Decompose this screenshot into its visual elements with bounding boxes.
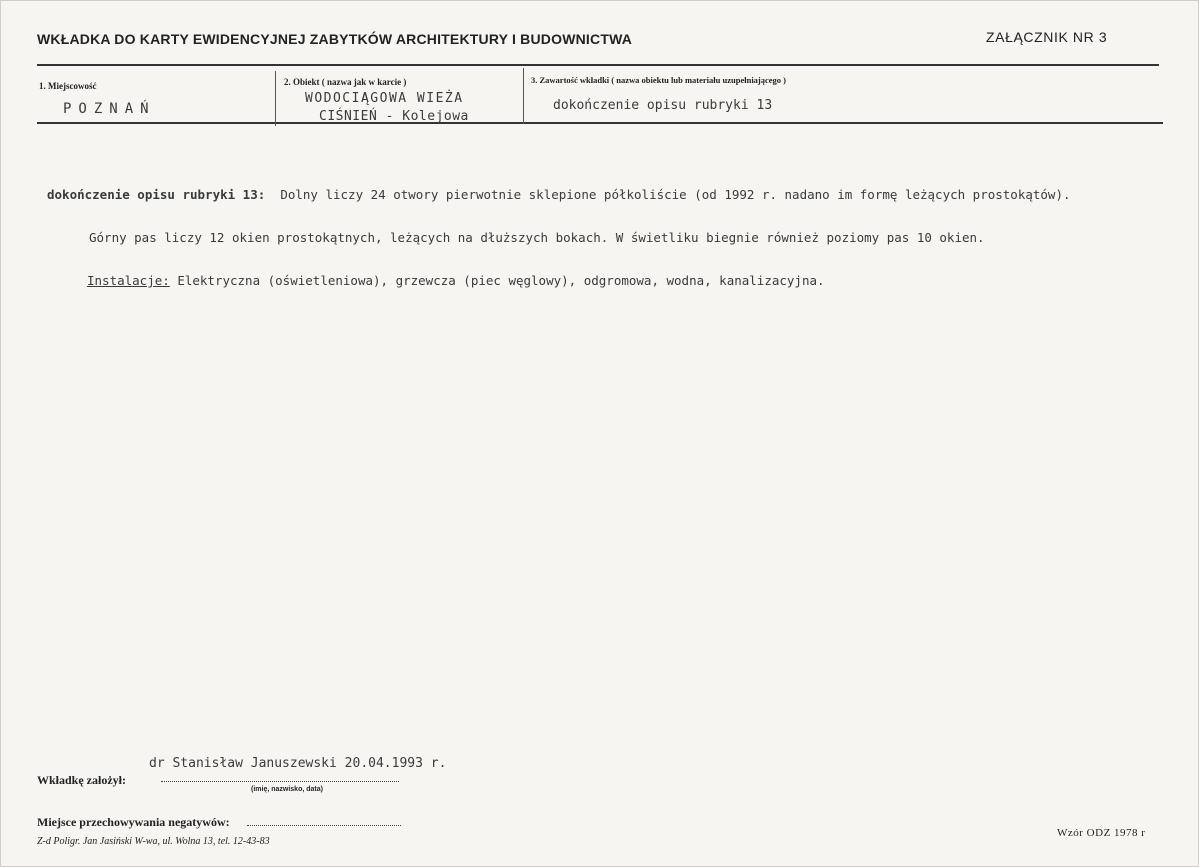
header-bottom-rule (37, 122, 1163, 124)
field-divider-2 (523, 68, 524, 124)
founder-note: (imię, nazwisko, data) (251, 786, 323, 793)
field-1-value: POZNAŃ (63, 101, 156, 117)
field-1-label: 1. Miejscowość (39, 81, 97, 91)
founder-value: dr Stanisław Januszewski 20.04.1993 r. (149, 756, 447, 771)
paragraph-1-lead: dokończenie opisu rubryki 13: (47, 187, 266, 202)
field-2-label: 2. Obiekt ( nazwa jak w karcie ) (284, 77, 407, 87)
field-2-value-line1: WODOCIĄGOWA WIEŻA (305, 91, 464, 106)
header-top-rule (37, 64, 1159, 66)
printer-imprint: Z-d Poligr. Jan Jasiński W-wa, ul. Wolna 13, tel. 12-43-83 (37, 836, 270, 847)
paragraph-3-lead: Instalacje: (87, 273, 170, 288)
paragraph-1-text: Dolny liczy 24 otwory pierwotnie sklepione półkoliście (od 1992 r. nadano im formę leżących prostokątów). (280, 187, 1071, 202)
paragraph-2: Górny pas liczy 12 okien prostokątnych, leżących na dłuższych bokach. W świetliku biegnie również poziomy pas 10 okien. (89, 230, 985, 245)
founder-dotted-line (161, 781, 399, 782)
founder-label: Wkładkę założył: (37, 773, 126, 787)
field-divider-1 (275, 71, 276, 126)
annex-number: ZAŁĄCZNIK NR 3 (986, 29, 1108, 45)
template-number: Wzór ODZ 1978 r (1057, 827, 1146, 839)
card-title: WKŁADKA DO KARTY EWIDENCYJNEJ ZABYTKÓW ARCHITEKTURY I BUDOWNICTWA (37, 31, 633, 47)
negatives-label: Miejsce przechowywania negatywów: (37, 815, 230, 829)
paragraph-3-text: Elektryczna (oświetleniowa), grzewcza (piec węglowy), odgromowa, wodna, kanalizacyjna. (177, 273, 825, 288)
field-2-value-line2: CIŚNIEŃ - Kolejowa (319, 109, 469, 124)
negatives-dotted-line (247, 825, 401, 826)
paragraph-1 (47, 187, 1071, 202)
field-3-label: 3. Zawartość wkładki ( nazwa obiektu lub materiału uzupełniającego ) (531, 75, 787, 85)
paragraph-3 (87, 273, 825, 288)
field-3-value: dokończenie opisu rubryki 13 (553, 98, 773, 113)
